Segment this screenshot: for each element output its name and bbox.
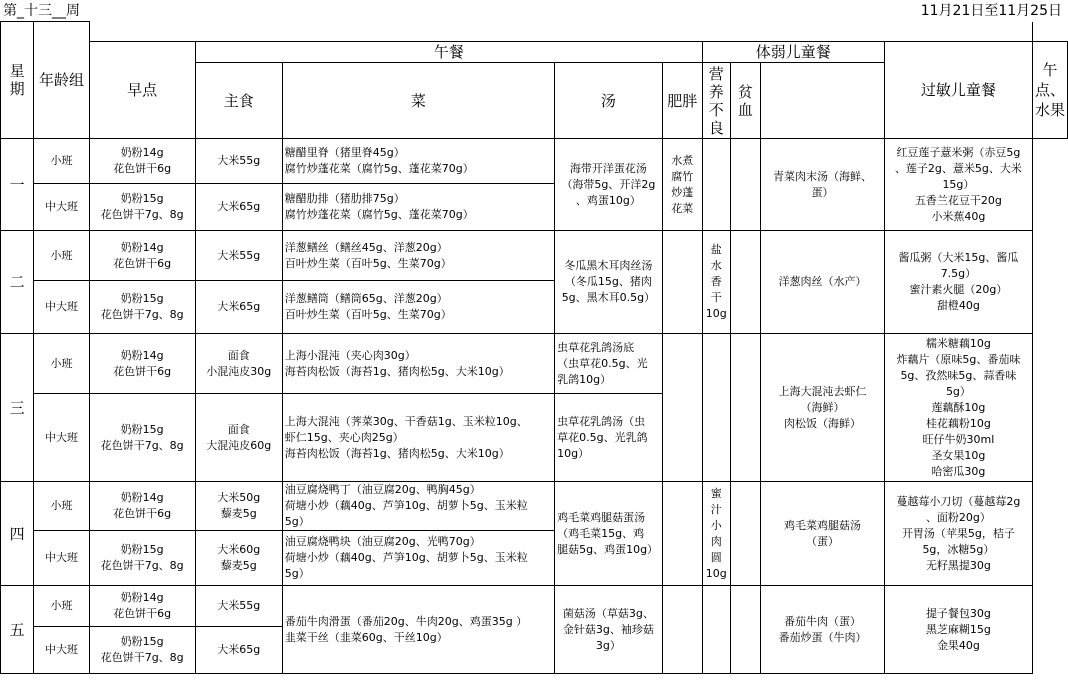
cell-line: 圆 — [710, 550, 722, 564]
soup-cell — [555, 586, 663, 674]
soup-cell — [555, 394, 663, 482]
cell-line: 番茄炒蛋（牛肉） — [778, 630, 867, 644]
cell-line: 大米50g — [217, 491, 261, 504]
cell-line: 酱瓜粥（大米15g、酱瓜 — [898, 251, 1019, 264]
cell-line: 奶粉15g — [120, 292, 164, 305]
cell-line: 莲藕酥10g — [931, 400, 986, 414]
cell-line: 奶粉14g — [120, 491, 164, 504]
cell-line: 花色饼干7g、8g — [100, 651, 184, 664]
col-obese-header: 肥胖 — [662, 63, 702, 139]
col-age-header: 年龄组 — [34, 22, 89, 139]
cell-line: 百叶炒生菜（百叶5g、生菜70g） — [284, 308, 452, 321]
cell-line: 面食 — [227, 422, 250, 436]
cell-line: 5g） — [945, 384, 971, 398]
cell-line: 无籽黑提30g — [925, 558, 991, 572]
cell-line: 汁 — [710, 502, 722, 516]
cell-line: 、面粉20g） — [925, 510, 991, 524]
cell-line: 荷塘小炒（藕40g、芦笋10g、胡萝卜5g、玉米粒 — [284, 551, 528, 564]
cell-line: 奶粉14g — [120, 348, 164, 362]
age-group: 中大班 — [34, 627, 89, 674]
cell-line: 奶粉15g — [120, 543, 164, 556]
cell-line: 奶粉15g — [120, 635, 164, 648]
breakfast-cell — [89, 627, 195, 674]
dish-cell — [282, 334, 554, 394]
cell-line: 5g、黑木耳0.5g） — [561, 291, 656, 304]
age-group: 小班 — [34, 482, 89, 531]
age-group: 小班 — [34, 139, 89, 184]
breakfast-cell — [89, 231, 195, 281]
cell-line: 7.5g） — [940, 267, 977, 280]
header-spacer — [89, 22, 1032, 42]
cell-line: 花色饼干6g — [113, 607, 172, 620]
cell-line: 乳鸽10g） — [557, 372, 612, 386]
cell-line: 奶粉15g — [120, 422, 164, 436]
cell-line: 干 — [710, 291, 722, 304]
cell-line: 圣女果10g — [931, 448, 986, 462]
malnutrition-cell — [702, 334, 730, 482]
cell-line: 面食 — [227, 348, 250, 362]
cell-line: 洋葱鳝筒（鳝筒65g、洋葱20g） — [284, 292, 448, 305]
cell-line: 腿菇5g、鸡蛋10g） — [557, 542, 659, 556]
snack-cell — [884, 482, 1032, 586]
cell-line: 糯米糖藕10g — [925, 336, 991, 350]
age-group: 小班 — [34, 334, 89, 394]
obese-cell — [662, 482, 702, 586]
allergy-cell — [761, 334, 885, 482]
cell-line: 肉松饭（海鲜） — [783, 416, 861, 430]
cell-line: 5g） — [284, 567, 310, 580]
age-group: 小班 — [34, 231, 89, 281]
week-label: 第_十三__周 — [3, 3, 80, 19]
cell-line: （海带5g、开洋2g — [561, 177, 656, 191]
allergy-cell — [761, 586, 885, 674]
cell-line: 花菜 — [671, 201, 694, 215]
cell-line: 10g） — [557, 446, 590, 460]
cell-line: 5g、孜然味5g、蒜香味 — [900, 368, 1017, 382]
day-cell: 五 — [1, 586, 34, 674]
cell-line: 油豆腐烧鸭块（油豆腐20g、光鸭70g） — [284, 535, 481, 548]
staple-cell — [195, 334, 282, 394]
cell-line: 花色饼干6g — [113, 162, 172, 175]
col-allergy-header: 过敏儿童餐 — [884, 42, 1032, 139]
staple-cell — [195, 184, 282, 231]
cell-line: 蜜汁素火腿（20g） — [909, 283, 1008, 296]
cell-line: 油豆腐烧鸭丁（油豆腐20g、鸭胸45g） — [284, 483, 481, 496]
date-range: 11月21日至11月25日 — [920, 3, 1062, 19]
cell-line: 蜜 — [710, 486, 722, 500]
breakfast-cell — [89, 482, 195, 531]
cell-line: 虫草花乳鸽汤底 — [557, 340, 635, 354]
cell-line: 黑芝麻糊15g — [925, 622, 991, 636]
dish-cell — [282, 231, 554, 281]
cell-line: 桂花藕粉10g — [925, 416, 991, 430]
cell-line: 腐竹炒蓬花菜（腐竹5g、蓬花菜70g） — [284, 208, 474, 221]
breakfast-cell — [89, 281, 195, 334]
dish-cell — [282, 531, 554, 586]
cell-line: 海带开洋蛋花汤 — [569, 161, 647, 175]
cell-line: 洋葱鳝丝（鳝丝45g、洋葱20g） — [284, 240, 448, 254]
col-snack-header: 午点、水果 — [1033, 42, 1068, 139]
age-group: 中大班 — [34, 531, 89, 586]
breakfast-cell — [89, 394, 195, 482]
staple-cell — [195, 394, 282, 482]
cell-line: （冬瓜15g、猪肉 — [564, 275, 652, 288]
dish-cell — [282, 482, 554, 531]
cell-line: 百叶炒生菜（百叶5g、生菜70g） — [284, 256, 452, 270]
cell-line: 奶粉14g — [120, 591, 164, 604]
cell-line: 蔓越莓小刀切（蔓越莓2g — [896, 494, 1021, 508]
dish-cell — [282, 586, 554, 674]
cell-line: 3g） — [595, 638, 621, 652]
allergy-cell — [761, 482, 885, 586]
cell-line: 大米65g — [217, 300, 261, 313]
age-group: 中大班 — [34, 394, 89, 482]
weekly-menu-table — [0, 21, 1068, 674]
cell-line: 糖醋肋排（猪肋排75g） — [284, 192, 405, 205]
breakfast-cell — [89, 139, 195, 184]
cell-line: 藜麦5g — [220, 559, 257, 572]
col-weak-header: 体弱儿童餐 — [702, 42, 884, 63]
cell-line: 开胃汤（苹果5g，桔子 — [901, 526, 1015, 540]
cell-line: 炸藕片（原味5g、番茄味 — [896, 352, 1021, 366]
cell-line: 5g） — [284, 515, 310, 528]
cell-line: 甜橙40g — [936, 299, 980, 312]
allergy-cell — [761, 139, 885, 231]
cell-line: 、鸡蛋10g） — [575, 193, 641, 207]
staple-cell — [195, 281, 282, 334]
cell-line: 蛋） — [811, 185, 834, 199]
anemia-cell — [730, 231, 760, 334]
cell-line: 荷塘小炒（藕40g、芦笋10g、胡萝卜5g、玉米粒 — [284, 499, 528, 512]
cell-line: 番茄牛肉（蛋） — [783, 614, 861, 628]
cell-line: 盐 — [710, 243, 722, 256]
dish-cell — [282, 184, 554, 231]
day-cell: 三 — [1, 334, 34, 482]
cell-line: 水煮 — [671, 153, 694, 167]
cell-line: 炒蓬 — [671, 185, 694, 199]
allergy-cell — [761, 231, 885, 334]
cell-line: 腐竹 — [671, 169, 694, 183]
cell-line: 小 — [710, 518, 722, 532]
cell-line: （海鲜） — [800, 400, 845, 414]
col-lunch-header: 午餐 — [195, 42, 702, 63]
anemia-cell — [730, 586, 760, 674]
cell-line: 韭菜干丝（韭菜60g、干丝10g） — [284, 630, 448, 644]
cell-line: 10g — [705, 307, 727, 320]
cell-line: 奶粉15g — [120, 192, 164, 205]
cell-line: 金针菇3g、袖珍菇 — [562, 622, 654, 636]
cell-line: 水 — [710, 259, 722, 272]
staple-cell — [195, 139, 282, 184]
cell-line: 花色饼干7g、8g — [100, 308, 184, 321]
cell-line: 金果40g — [936, 638, 980, 652]
cell-line: 大混沌皮60g — [206, 438, 272, 452]
cell-line: 花色饼干7g、8g — [100, 208, 184, 221]
cell-line: 红豆莲子薏米粥（赤豆5g — [896, 145, 1021, 159]
age-group: 中大班 — [34, 184, 89, 231]
cell-line: 大米55g — [217, 248, 261, 262]
col-staple-header: 主食 — [195, 63, 282, 139]
staple-cell — [195, 586, 282, 627]
dish-cell — [282, 394, 554, 482]
cell-line: 花色饼干6g — [113, 507, 172, 520]
cell-line: 花色饼干7g、8g — [100, 438, 184, 452]
day-cell: 四 — [1, 482, 34, 586]
col-soup-header: 汤 — [555, 63, 663, 139]
cell-line: 腐竹炒蓬花菜（腐竹5g、蓬花菜70g） — [284, 162, 474, 175]
snack-cell — [884, 139, 1032, 231]
malnutrition-cell — [702, 482, 730, 586]
cell-line: 番茄牛肉滑蛋（番茄20g、牛肉20g、鸡蛋35g ） — [284, 614, 528, 628]
cell-line: 花色饼干6g — [113, 256, 172, 270]
cell-line: 10g — [705, 566, 727, 580]
anemia-cell — [730, 334, 760, 482]
cell-line: 花色饼干6g — [113, 364, 172, 378]
cell-line: 肉 — [710, 534, 722, 548]
cell-line: 上海大混沌去虾仁 — [778, 384, 867, 398]
cell-line: 虫草花乳鸽汤（虫 — [557, 414, 646, 428]
cell-line: 大米55g — [217, 154, 261, 167]
breakfast-cell — [89, 531, 195, 586]
cell-line: 小混沌皮30g — [206, 364, 272, 378]
soup-cell — [555, 334, 663, 394]
dish-cell — [282, 139, 554, 184]
cell-line: 、莲子2g、薏米5g、大米 — [894, 161, 1022, 175]
cell-line: 草花0.5g、光乳鸽 — [557, 430, 648, 444]
cell-line: 5g，冰糖5g） — [922, 542, 995, 556]
cell-line: 海苔肉松饭（海苔1g、猪肉松5g、大米10g） — [284, 364, 510, 378]
cell-line: （蛋） — [805, 534, 839, 548]
cell-line: 海苔肉松饭（海苔1g、猪肉松5g、大米10g） — [284, 446, 510, 460]
cell-line: 大米55g — [217, 599, 261, 612]
anemia-cell — [730, 139, 760, 231]
cell-line: 大米65g — [217, 643, 261, 656]
soup-cell — [555, 231, 663, 334]
obese-cell — [662, 586, 702, 674]
cell-line: 香 — [710, 275, 722, 288]
snack-cell — [884, 586, 1032, 674]
day-cell: 二 — [1, 231, 34, 334]
obese-cell — [662, 334, 702, 482]
staple-cell — [195, 627, 282, 674]
cell-line: 小米蕉40g — [931, 209, 986, 223]
staple-cell — [195, 231, 282, 281]
cell-line: 花色饼干7g、8g — [100, 559, 184, 572]
staple-cell — [195, 482, 282, 531]
cell-line: 冬瓜黑木耳肉丝汤 — [564, 259, 653, 272]
cell-line: 洋葱肉丝（水产） — [778, 275, 867, 288]
soup-cell — [555, 482, 663, 586]
breakfast-cell — [89, 184, 195, 231]
age-group: 小班 — [34, 586, 89, 627]
cell-line: 虾仁15g、夹心肉25g） — [284, 430, 404, 444]
cell-line: （虫草花0.5g、光 — [557, 356, 648, 370]
col-breakfast-header: 早点 — [89, 42, 195, 139]
cell-line: 哈密瓜30g — [931, 464, 986, 478]
malnutrition-cell — [702, 586, 730, 674]
cell-line: （鸡毛菜15g、鸡 — [557, 526, 645, 540]
dish-cell — [282, 281, 554, 334]
breakfast-cell — [89, 334, 195, 394]
cell-line: 上海小混沌（夹心肉30g） — [284, 348, 416, 362]
age-group: 中大班 — [34, 281, 89, 334]
breakfast-cell — [89, 586, 195, 627]
cell-line: 奶粉14g — [120, 240, 164, 254]
cell-line: 藜麦5g — [220, 507, 257, 520]
col-anemia-header: 贫血 — [730, 63, 760, 139]
cell-line: 鸡毛菜鸡腿菇蛋汤 — [557, 510, 646, 524]
cell-line: 大米60g — [217, 543, 261, 556]
col-dish-header: 菜 — [282, 63, 554, 139]
cell-line: 大米65g — [217, 200, 261, 213]
cell-line: 奶粉14g — [120, 146, 164, 159]
snack-cell — [884, 334, 1032, 482]
cell-line: 旺仔牛奶30ml — [922, 432, 995, 446]
cell-line: 五香兰花豆干20g — [914, 193, 1002, 207]
snack-cell — [884, 231, 1032, 334]
malnutrition-cell — [702, 139, 730, 231]
anemia-cell — [730, 482, 760, 586]
cell-line: 15g） — [942, 177, 975, 191]
soup-cell — [555, 139, 663, 231]
cell-line: 糖醋里脊（猪里脊45g） — [284, 146, 405, 159]
cell-line: 提子餐包30g — [925, 606, 991, 620]
obese-cell — [662, 139, 702, 231]
col-day-header: 星期 — [1, 22, 34, 139]
cell-line: 青菜肉末汤（海鲜、 — [772, 169, 872, 183]
obese-cell — [662, 231, 702, 334]
col-malnutrition-header: 营养不良 — [702, 63, 730, 139]
malnutrition-cell — [702, 231, 730, 334]
cell-line: 菌菇汤（草菇3g、 — [562, 606, 654, 620]
cell-line: 鸡毛菜鸡腿菇汤 — [783, 518, 861, 532]
staple-cell — [195, 531, 282, 586]
day-cell: 一 — [1, 139, 34, 231]
cell-line: 上海大混沌（荠菜30g、干香菇1g、玉米粒10g、 — [284, 414, 528, 428]
